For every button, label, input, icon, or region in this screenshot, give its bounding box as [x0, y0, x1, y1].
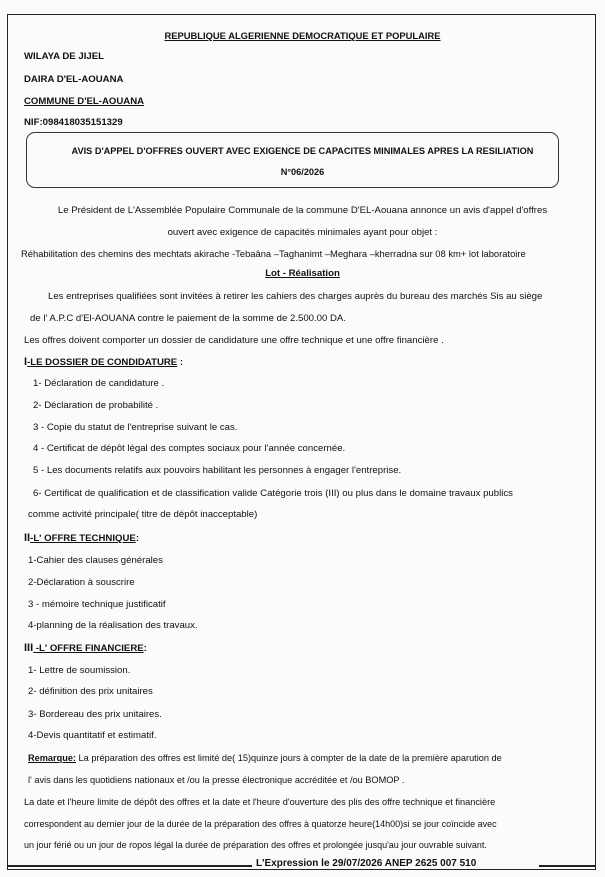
section-3-item: 4-Devis quantitatif et estimatif.: [28, 730, 157, 741]
section-3-heading: [24, 642, 147, 655]
paragraph-2: Les offres doivent comporter un dossier de candidature une offre technique et une offre financière .: [24, 335, 444, 346]
remarque-label: Remarque:: [28, 753, 76, 763]
section-3-numeral: III: [24, 642, 34, 654]
section-2-title: -L' OFFRE TECHNIQUE: [30, 533, 136, 544]
title-box: [26, 132, 559, 188]
remarque-line-5: un jour férié ou un jour de ropos légal la durée de préparation des offres et prolongée jusqu'au jour ouvrable suivant.: [24, 840, 487, 850]
section-3-title: -L' OFFRE FINANCIERE: [33, 643, 144, 654]
object-line: Réhabilitation des chemins des mechtats akirache -Tebaâna –Taghanimt –Meghara –kherradna sur 08 km+ lot laboratoire: [21, 248, 526, 259]
commune-label: COMMUNE D'EL-AOUANA: [24, 96, 145, 107]
notice-number: N°06/2026: [280, 167, 325, 177]
remarque-text: La préparation des offres est limité de( 15)quinze jours à compter de la date de la première aparution de: [76, 753, 502, 763]
section-3-item: 1- Lettre de soumission.: [28, 665, 131, 676]
nif-label: NIF:098418035151329: [24, 117, 123, 128]
remarque-line-3: La date et l'heure limite de dépôt des offres et la date et l'heure d'ouverture des plis des offre technique et financière: [24, 797, 496, 807]
section-1-item: 1- Déclaration de candidature .: [33, 378, 165, 389]
section-1-item: 5 - Les documents relatifs aux pouvoirs habilitant les personnes à engager l'entreprise.: [33, 465, 402, 476]
section-2-numeral: II: [24, 532, 31, 544]
section-1-numeral: I: [24, 356, 28, 368]
footer-rule-left: [7, 865, 252, 867]
section-2-colon: :: [135, 533, 140, 544]
notice-title: AVIS D'APPEL D'OFFRES OUVERT AVEC EXIGENCE DE CAPACITES MINIMALES APRES LA RESILIATION: [71, 146, 534, 156]
remarque-line-1: [28, 752, 502, 764]
section-1-item: 2- Déclaration de probabilité .: [33, 400, 159, 411]
intro-line-2: ouvert avec exigence de capacités minimales ayant pour objet :: [167, 227, 438, 238]
intro-line-1: Le Président de L'Assemblée Populaire Communale de la commune D'EL-Aouana annonce un avis d'appel d'offres: [57, 205, 548, 216]
section-2-item: 2-Déclaration à souscrire: [28, 577, 135, 588]
paragraph-1-line-2: de l' A.P.C d'El-AOUANA contre le paiement de la somme de 2.500.00 DA.: [30, 313, 346, 324]
section-1-item: 4 - Certificat de dépôt légal des comptes sociaux pour l'année concernée.: [33, 443, 346, 454]
section-2-item: 3 - mémoire technique justificatif: [28, 599, 166, 610]
remarque-line-2: l' avis dans les quotidiens nationaux et /ou la presse électronique accréditée et /ou BOMOP .: [28, 775, 405, 785]
lot-label: Lot - Réalisation: [265, 268, 340, 279]
section-1-heading: [24, 356, 183, 369]
section-1-colon: :: [177, 357, 184, 368]
footer-publication: L'Expression le 29/07/2026 ANEP 2625 007 510: [256, 858, 477, 869]
remarque-line-4: correspondent au dernier jour de la durée de la préparation des offres à quatorze heure(14h00)si se jour coïncide avec: [24, 819, 497, 829]
section-1-title: -LE DOSSIER DE CONDIDATURE: [27, 357, 178, 368]
section-2-heading: [24, 532, 139, 545]
paragraph-1-line-1: Les entreprises qualifiées sont invitées à retirer les cahiers des charges auprès du bureau des marchés Sis au siège: [48, 291, 543, 302]
daira-label: DAIRA D'EL-AOUANA: [24, 74, 124, 85]
republic-heading: REPUBLIQUE ALGERIENNE DEMOCRATIQUE ET POPULAIRE: [164, 30, 441, 41]
section-1-item-continuation: comme activité principale( titre de dépôt inacceptable): [28, 509, 258, 520]
section-3-colon: :: [143, 643, 147, 654]
section-1-item: 3 - Copie du statut de l'entreprise suivant le cas.: [33, 422, 238, 433]
section-3-item: 2- définition des prix unitaires: [28, 686, 153, 697]
section-1-item: 6- Certificat de qualification et de classification valide Catégorie trois (III) ou plus dans le domaine travaux publics: [33, 488, 513, 499]
section-2-item: 1-Cahier des clauses générales: [28, 555, 163, 566]
section-3-item: 3- Bordereau des prix unitaires.: [28, 709, 162, 720]
footer-rule-right: [539, 865, 596, 867]
wilaya-label: WILAYA DE JIJEL: [24, 51, 104, 62]
section-2-item: 4-planning de la réalisation des travaux.: [28, 620, 198, 631]
